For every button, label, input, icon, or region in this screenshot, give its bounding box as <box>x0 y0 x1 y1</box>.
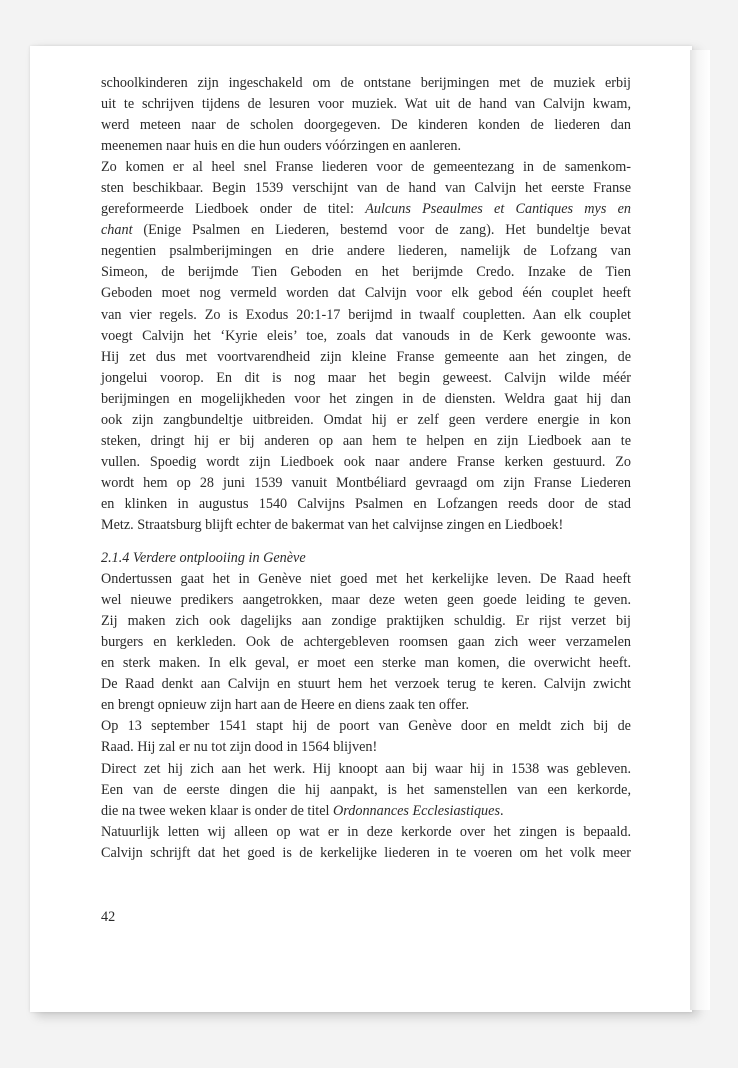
text-span: die na twee weken klaar is onder de titel <box>101 802 334 819</box>
text-line: Op 13 september 1541 stapt hij de poort van Genève door en meldt zich bij de <box>101 718 631 735</box>
text-line: De Raad denkt aan Calvijn en stuurt hem het verzoek terug te keren. Calvijn zwicht <box>101 676 631 693</box>
text-line: werd meteen naar de scholen doorgegeven. De kinderen konden de liederen dan <box>101 117 631 134</box>
text-line <box>101 220 631 241</box>
text-line: Ondertussen gaat het in Genève niet goed met het kerkelijke leven. De Raad heeft <box>101 571 631 588</box>
body-text <box>101 73 631 864</box>
book-title: Aulcuns Pseaulmes et Cantiques mys en <box>365 201 632 218</box>
text-line: Geboden moet nog vermeld worden dat Calvijn voor elk gebod één couplet heeft <box>101 285 631 302</box>
text-line: Simeon, de berijmde Tien Geboden en het berijmde Credo. Inzake de Tien <box>101 264 631 281</box>
text-line: Zo komen er al heel snel Franse liederen voor de gemeentezang in de samenkom- <box>101 159 631 176</box>
text-line: meenemen naar huis en die hun ouders vóórzingen en aanleren. <box>101 138 462 155</box>
text-line: en brengt opnieuw zijn hart aan de Heere en diens zaak ten offer. <box>101 697 470 714</box>
text-line: steken, dringt hij er bij anderen op aan hem te helpen en zijn Liedboek aan te <box>101 432 631 449</box>
text-line: ook zijn zangbundeltje uitbreiden. Omdat hij er zelf geen verdere energie in kon <box>101 411 631 428</box>
book-title: Ordonnances Ecclesiastiques <box>333 802 500 819</box>
text-line: Hij zet dus met voortvarendheid zijn kleine Franse gemeente aan het zingen, de <box>101 348 631 365</box>
text-line: Calvijn schrijft dat het goed is de kerkelijke liederen in te voeren om het volk meer <box>101 844 631 861</box>
text-line: jongelui voorop. En dit is nog maar het begin geweest. Calvijn wilde méér <box>101 369 631 386</box>
text-line: wordt hem op 28 juni 1539 vanuit Montbéliard gevraagd om zijn Franse Liederen <box>101 474 631 491</box>
book-title: chant <box>101 222 133 239</box>
page-number: 42 <box>101 909 116 925</box>
text-line: vullen. Spoedig wordt zijn Liedboek ook naar andere Franse kerken gestuurd. Zo <box>101 453 631 470</box>
section-heading: 2.1.4 Verdere ontplooiing in Genève <box>101 550 306 567</box>
text-span: (Enige Psalmen en Liederen, bestemd voor de zang). Het bundeltje bevat <box>132 222 631 239</box>
page-edge <box>690 50 710 1010</box>
text-line: schoolkinderen zijn ingeschakeld om de ontstane berijmingen met de muziek erbij <box>101 75 631 91</box>
text-line: Direct zet hij zich aan het werk. Hij knoopt aan bij waar hij in 1538 was gebleven. <box>101 760 631 777</box>
text-line: burgers en kerkleden. Ook de achtergebleven roomsen gaan zich weer verzamelen <box>101 634 631 651</box>
text-span: gereformeerde Liedboek onder de titel: <box>101 201 366 218</box>
text-line <box>101 801 631 822</box>
text-line: wel nieuwe predikers aangetrokken, maar deze weten geen goede leiding te geven. <box>101 592 631 609</box>
text-line: sten beschikbaar. Begin 1539 verschijnt van de hand van Calvijn het eerste Franse <box>101 180 631 197</box>
text-line: Een van de eerste dingen die hij aanpakt, is het samenstellen van een kerkorde, <box>101 781 631 798</box>
text-line <box>101 199 631 220</box>
text-line: Zij maken zich ook dagelijks aan zondige praktijken schuldig. Er rijst verzet bij <box>101 613 631 630</box>
text-line: Natuurlijk letten wij alleen op wat er in deze kerkorde over het zingen is bepaald. <box>101 823 631 840</box>
text-line: uit te schrijven tijdens de lesuren voor muziek. Wat uit de hand van Calvijn kwam, <box>101 96 631 113</box>
text-line: en sterk maken. In elk geval, er moet een sterke man komen, die overwicht heeft. <box>101 655 631 672</box>
text-line: negentien psalmberijmingen en drie andere liederen, namelijk de Lofzang van <box>101 243 631 260</box>
text-line: van vier regels. Zo is Exodus 20:1-17 berijmd in twaalf coupletten. Aan elk couplet <box>101 306 631 323</box>
text-span: . <box>499 802 504 819</box>
text-line: Metz. Straatsburg blijft echter de bakermat van het calvijnse zingen en Liedboek! <box>101 516 564 533</box>
text-line: berijmingen en mogelijkheden voor het zingen in de diensten. Weldra gaat hij dan <box>101 390 631 407</box>
text-line: voegt Calvijn het ‘Kyrie eleis’ toe, zoals dat vanouds in de Kerk gewoonte was. <box>101 327 631 344</box>
text-line: en klinken in augustus 1540 Calvijns Psalmen en Lofzangen reeds door de stad <box>101 495 631 512</box>
text-line: Raad. Hij zal er nu tot zijn dood in 1564 blijven! <box>101 739 378 756</box>
